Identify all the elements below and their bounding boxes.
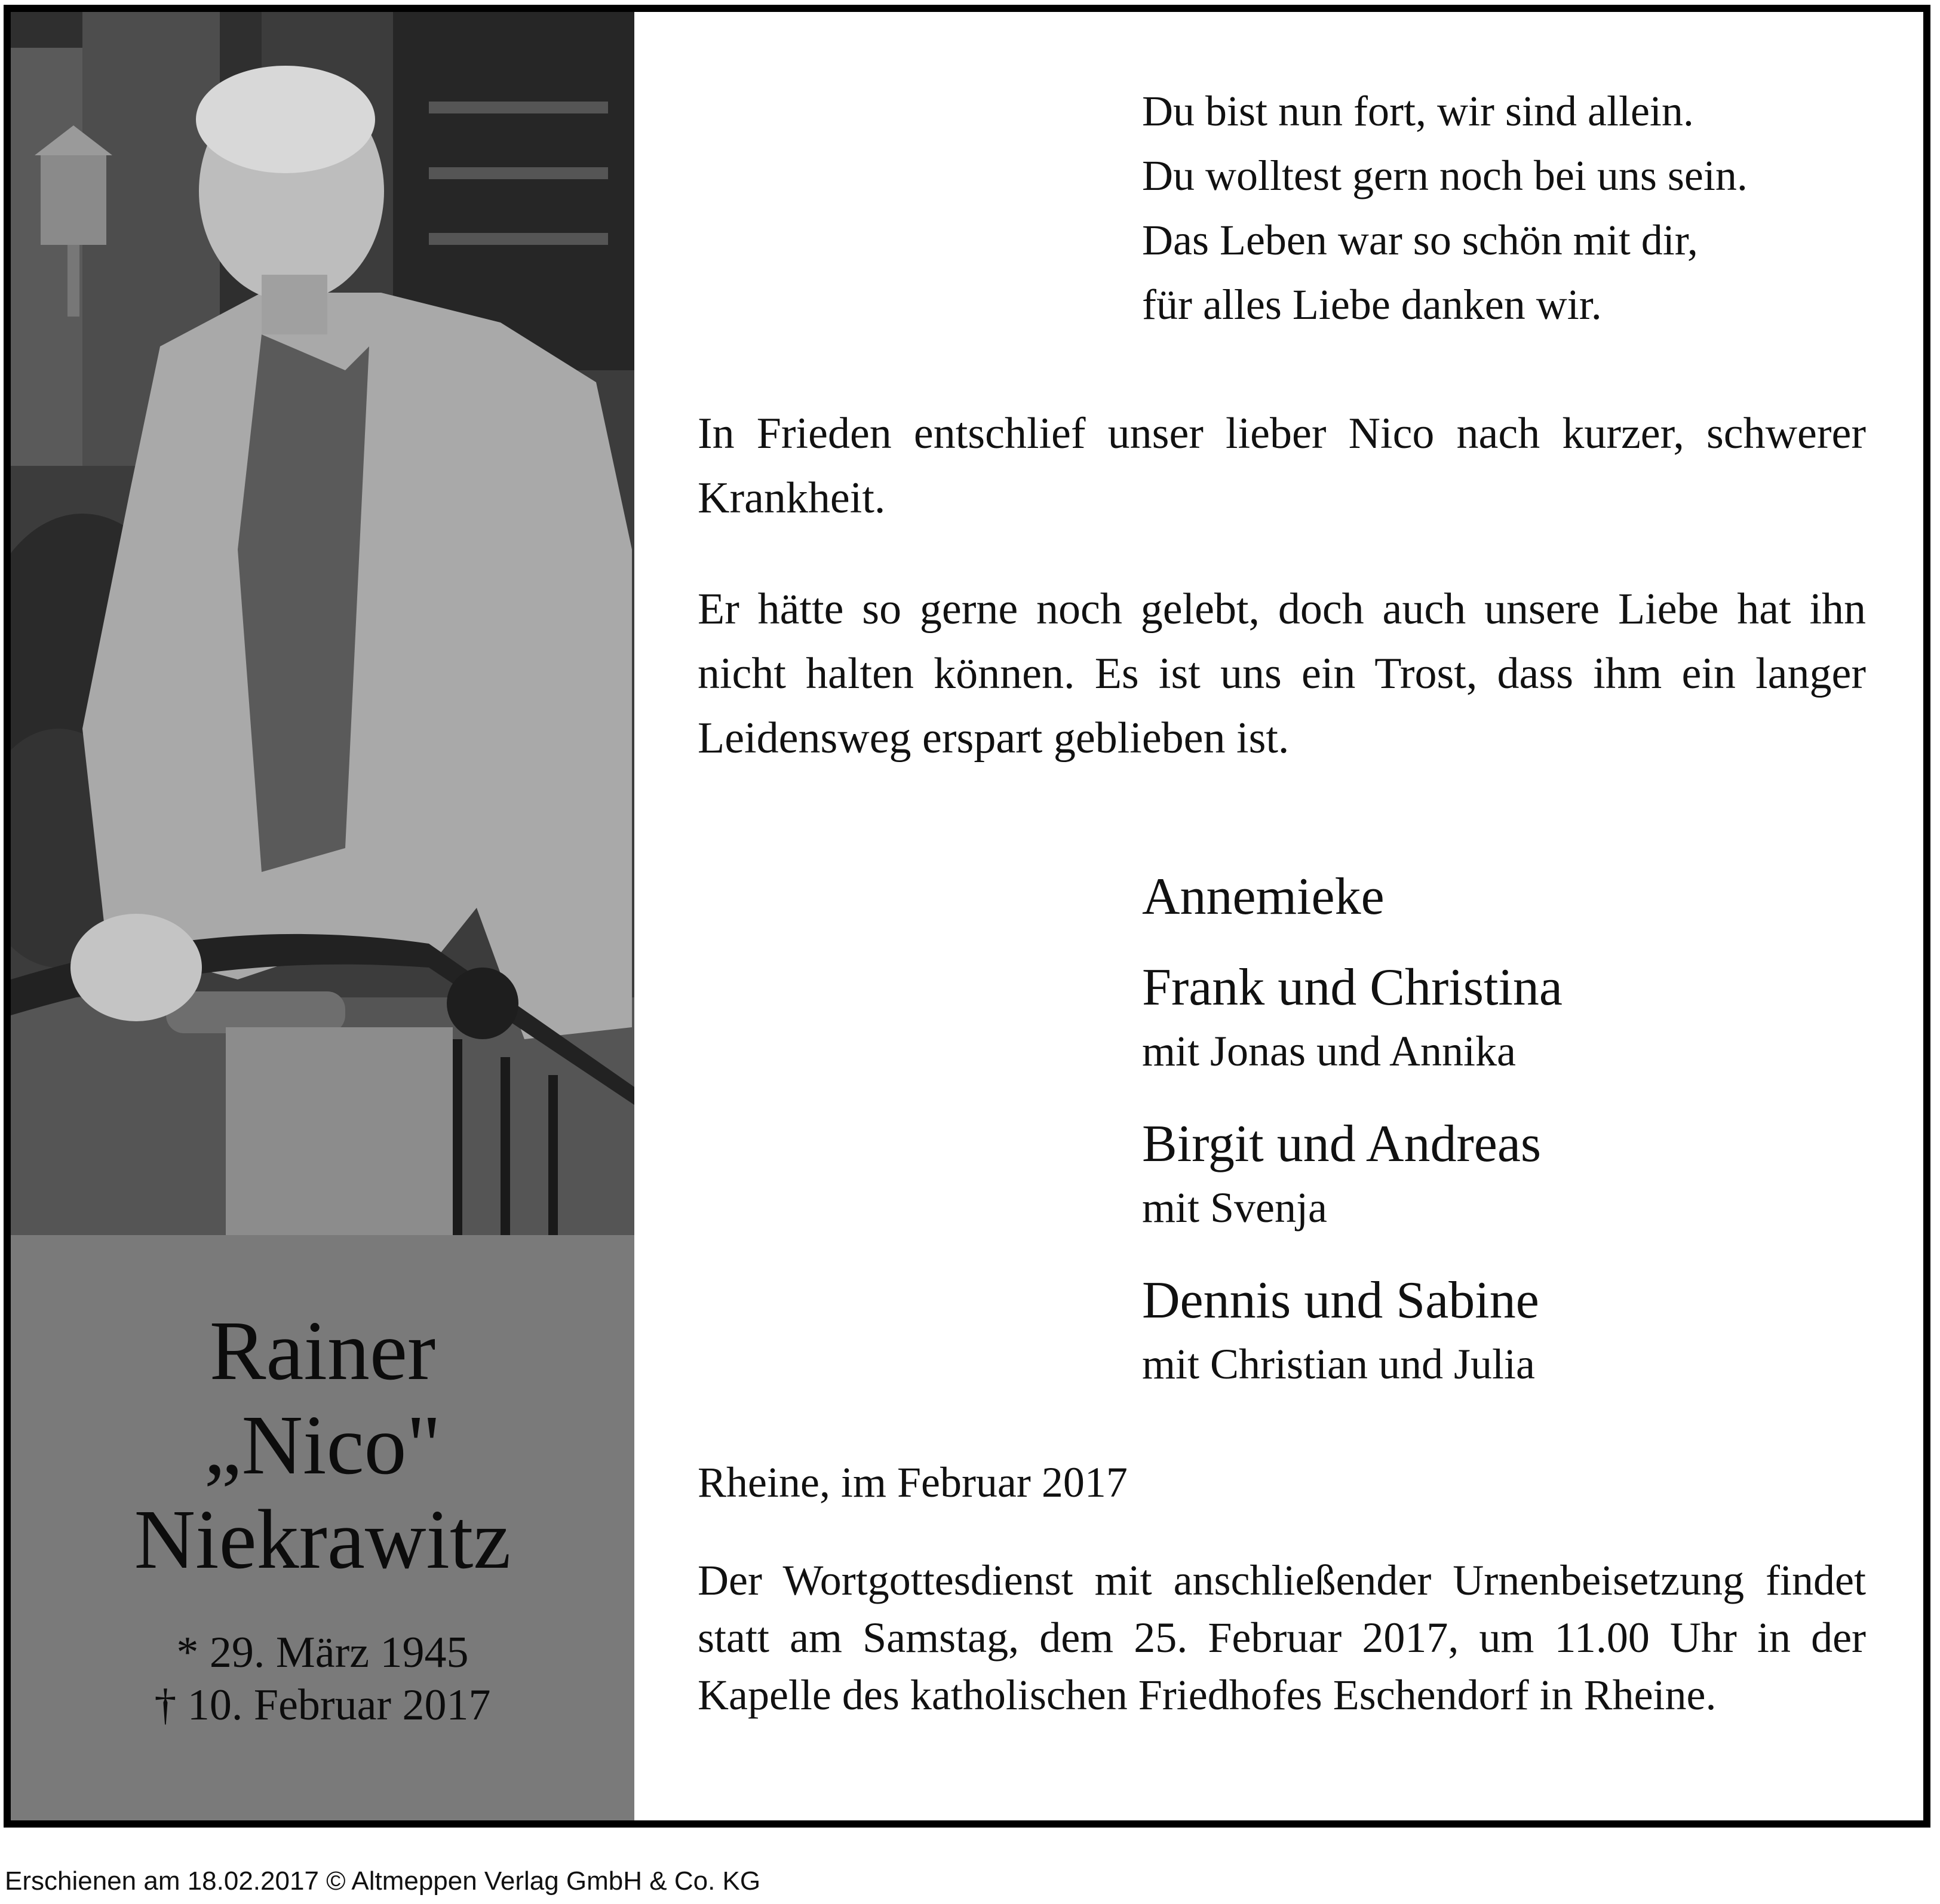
family-member-name: Frank und Christina [1142,959,1563,1017]
family-member-children: mit Svenja [1142,1184,1327,1232]
poem-line: Das Leben war so schön mit dir, [1142,216,1698,264]
place-and-date: Rheine, im Februar 2017 [698,1458,1128,1506]
deceased-last-name: Niekrawitz [134,1492,511,1586]
family-member-children: mit Christian und Julia [1142,1340,1535,1388]
birth-date: * 29. März 1945 [176,1628,469,1677]
name-panel [11,1235,634,1820]
left-column [11,12,634,1820]
service-notice: Der Wortgottesdienst mit anschließender Urnenbeisetzung findet statt am Samstag, dem 25. Februar 2017, um 11.00 Uhr in der Kapelle des katholischen Friedhofes Eschendorf in Rheine. [698,1556,1866,1719]
family-member [1142,868,1385,926]
obituary-frame [4,5,1930,1828]
poem [1142,79,1748,337]
poem-line: für alles Liebe danken wir. [1142,281,1602,328]
deceased-nickname: „Nico" [204,1398,441,1492]
poem-line: Du wolltest gern noch bei uns sein. [1142,152,1748,199]
right-column [634,12,1930,1820]
remembrance-paragraph: Er hätte so gerne noch gelebt, doch auch unsere Liebe hat ihn nicht halten können. Es ist uns ein Trost, dass ihm ein langer Leidensweg erspart geblieben ist. [698,585,1866,763]
portrait-photo-image [11,12,634,1235]
family-member-children: mit Jonas und Annika [1142,1027,1516,1075]
family-member [1142,1272,1539,1388]
portrait-photo [11,12,634,1235]
death-date: † 10. Februar 2017 [154,1681,491,1730]
deceased-first-name: Rainer [209,1303,436,1398]
poem-line: Du bist nun fort, wir sind allein. [1142,87,1694,135]
publication-footer: Erschienen am 18.02.2017 © Altmeppen Verlag GmbH & Co. KG [5,1866,761,1896]
family-member-name: Annemieke [1142,868,1385,926]
family-member-name: Birgit und Andreas [1142,1115,1542,1173]
announcement-paragraph: In Frieden entschlief unser lieber Nico nach kurzer, schwerer Krankheit. [698,409,1866,523]
family-member [1142,1115,1542,1232]
family-member-name: Dennis und Sabine [1142,1272,1539,1329]
family-member [1142,959,1563,1075]
